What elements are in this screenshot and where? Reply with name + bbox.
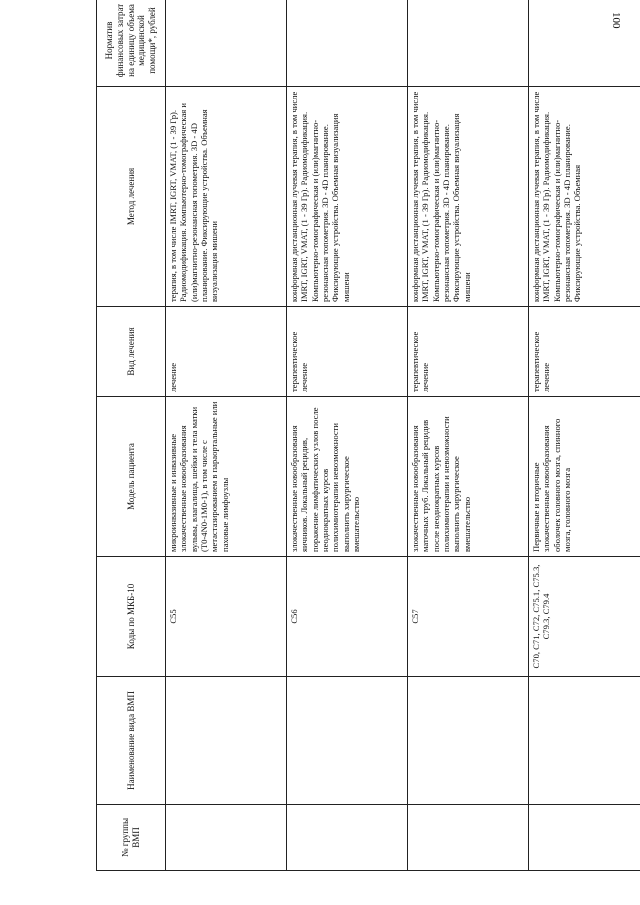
cell-icd: C55 (166, 557, 287, 677)
cell-model: микроинвазивные и инвазивные злокачественные новообразования вульвы, влагалища, шейки и тела матки (T0-4N0-1M0-1), в том числе с метастазированием в параортальные или паховые лимфоузлы (166, 397, 287, 557)
cell-icd: C57 (408, 557, 529, 677)
cell-group (166, 805, 287, 871)
header-type: Вид лечения (97, 307, 166, 397)
cell-cost (529, 0, 640, 87)
cell-type: терапевтическое лечение (529, 307, 640, 397)
cell-group (408, 805, 529, 871)
cell-name (529, 677, 640, 805)
cell-name (287, 677, 408, 805)
cell-model: Первичные и вторичные злокачественные новообразования оболочек головного мозга, спинного мозга, головного мозга (529, 397, 640, 557)
cell-type: терапевтическое лечение (287, 307, 408, 397)
cell-name (408, 677, 529, 805)
header-name: Наименование вида ВМП (97, 677, 166, 805)
cell-type: лечение (166, 307, 287, 397)
table-row (408, 0, 529, 871)
cell-cost (166, 0, 287, 87)
header-model: Модель пациента (97, 397, 166, 557)
cell-icd: C56 (287, 557, 408, 677)
cell-model: злокачественные новообразования яичников. Локальный рецидив, поражение лимфатических узлов после неоднократных курсов полихимиотерапии невозможности выполнить хирургическое вмешательство (287, 397, 408, 557)
cell-icd: C70, C71, C72, C75.1, C75.3, C79.3, C79.4 (529, 557, 640, 677)
vmp-table (96, 0, 640, 871)
cell-method: конформная дистанционная лучевая терапия, в том числе IMRT, IGRT, VMAT, (1 - 39 Гр). Радиомодификация. Компьютерно-томографическая и (или)магнитно-резонансная топометрия. 3D - 4D планирование. Фиксирующие устройства. Объемная визуализация мишени (408, 87, 529, 307)
cell-method: конформная дистанционная лучевая терапия, в том числе IMRT, IGRT, VMAT, (1 - 39 Гр). Радиомодификация. Компьютерно-томографическая и (или)магнитно-резонансная топометрия. 3D - 4D планирование. Фиксирующие устройства. Объемная визуализация мишени (287, 87, 408, 307)
cell-group (529, 805, 640, 871)
table-row (529, 0, 640, 871)
table-row (166, 0, 287, 871)
cell-type: терапевтическое лечение (408, 307, 529, 397)
cell-cost (408, 0, 529, 87)
header-icd: Коды по МКБ-10 (97, 557, 166, 677)
cell-method: конформная дистанционная лучевая терапия, в том числе IMRT, IGRT, VMAT, (1 - 39 Гр). Радиомодификация. Компьютерно-томографическая и (или)магнитно-резонансная топометрия. 3D - 4D планирование. Фиксирующие устройства. Объемная (529, 87, 640, 307)
header-method: Метод лечения (97, 87, 166, 307)
table-header-row (97, 0, 166, 871)
header-group: № группы ВМП (97, 805, 166, 871)
table-row (287, 0, 408, 871)
cell-cost (287, 0, 408, 87)
header-cost: Норматив финансовых затрат на единицу объема медицинской помощи*, рублей (97, 0, 166, 87)
cell-group (287, 805, 408, 871)
cell-model: злокачественные новообразования маточных труб. Локальный рецидив после неоднократных курсов полихимиотерапии и невозможности выполнить хирургическое вмешательство (408, 397, 529, 557)
cell-method: терапия, в том числе IMRT, IGRT, VMAT, (1 - 39 Гр). Радиомодификация. Компьютерно-томографическая и (или)магнитно-резонансная топометрия. 3D - 4D планирование. Фиксирующие устройства. Объемная визуализация мишени (166, 87, 287, 307)
cell-name (166, 677, 287, 805)
page-number: 100 (610, 12, 622, 29)
